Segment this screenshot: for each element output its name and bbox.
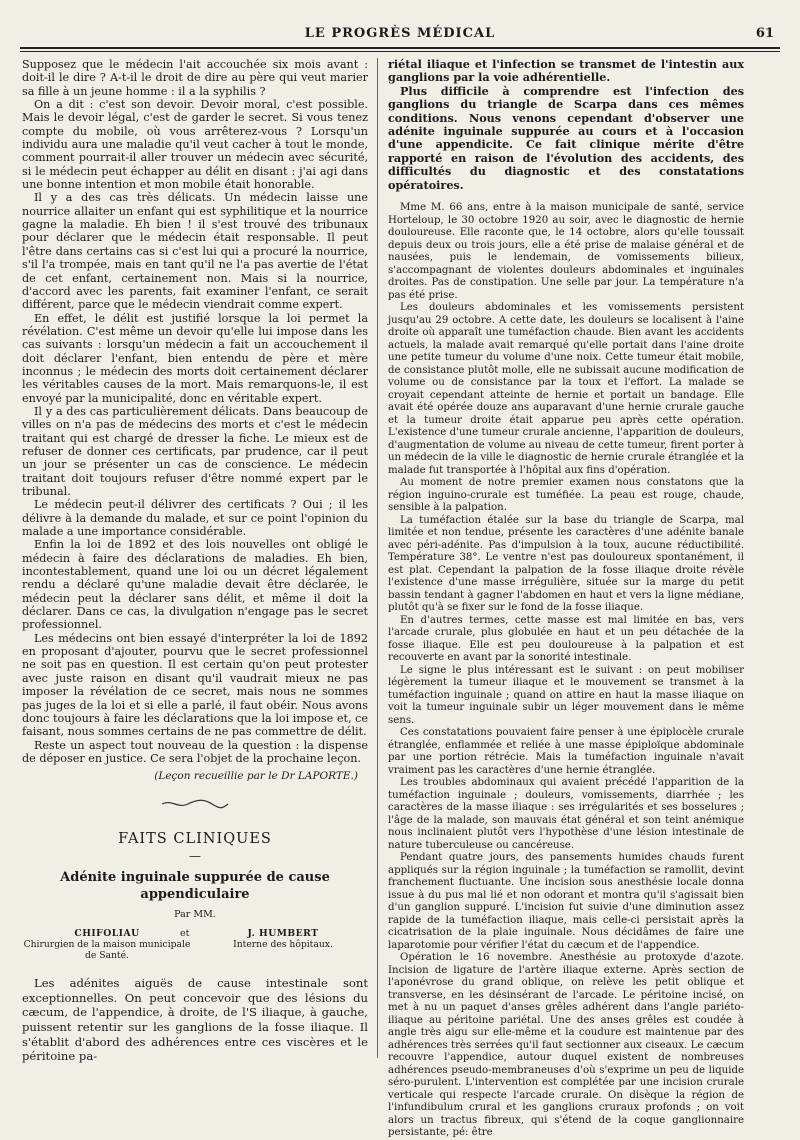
article-intro: Les adénites aiguës de cause intestinale sont exceptionnelles. On peut concevoir que des lésions du cæcum, de l'appendice, à droite, de l'S iliaque, à gauche, puissent retentir sur les ganglions de la fosse iliaque. Il s'établit d'abord des adhérences entre ces viscères et le péritoine pa- (22, 976, 368, 1064)
paragraph: Enfin la loi de 1892 et des lois nouvelles ont obligé le médecin à faire des déclarations de maladies. Eh bien, incontestablement, quand une loi ou un décret légalement rendu a déclaré qu'une maladie devait être déclarée, le médecin peut la déclarer sans délit, et même il doit la déclarer. Dans ce cas, la divulgation n'engage pas le secret professionnel. (22, 538, 368, 632)
case-paragraph: Pendant quatre jours, des pansements humides chauds furent appliqués sur la région inguinale ; la tuméfaction se ramollit, devint franchement fluctuante. Une incision sous anesthésie locale donna issue à du pus mal lié et non odorant et montra qu'il s'agissait bien d'un ganglion suppuré. L'incision fut suivie d'une diminution assez rapide de la tuméfaction iliaque, mais celle-ci persistait après la cicatrisation de la plaie inguinale. Nous décidâmes de faire une laparotomie pour vérifier l'état du cæcum et de l'appendice. (388, 852, 744, 951)
authors (22, 928, 368, 966)
header-rule-thin (20, 51, 780, 52)
section-dash: — (189, 849, 201, 864)
header-rule (20, 47, 780, 49)
ornament-divider (22, 797, 368, 813)
paragraph: Il y a des cas très délicats. Un médecin laisse une nourrice allaiter un enfant qui est syphilitique et la nourrice gagne la maladie. Eh bien ! il s'est trouvé des tribunaux pour déclarer que le médecin était responsable. Il peut l'être dans certains cas si c'est lui qui a procuré la nourrice, s'il l'a trompée, mais en tant qu'il ne l'a pas avertie de l'état de cet enfant, certainement non. Mais si la nourrice, d'accord avec les parents, fait examiner l'enfant, ce serait différent, parce que le médecin viendrait comme expert. (22, 191, 368, 312)
authors-conjunction: et (180, 928, 190, 940)
case-paragraph: Le signe le plus intéressant est le suivant : on peut mobiliser légèrement la tumeur iliaque et le mouvement se transmet à la tuméfaction inguinale ; quand on attire en haut la masse iliaque on voit la tumeur inguinale subir un léger mouvement dans le même sens. (388, 664, 744, 726)
page-number: 61 (755, 26, 774, 41)
running-header (20, 26, 780, 46)
bold-paragraph: Plus difficile à comprendre est l'infection des ganglions du triangle de Scarpa dans ces mêmes conditions. Nous venons cependant d'observer une adénite inguinale suppurée au cours et à l'occasion d'une appendicite. Ce fait clinique mérite d'être rapporté en raison de l'évolution des accidents, des difficultés du diagnostic et des constatations opératoires. (388, 83, 744, 192)
author-humbert (198, 928, 368, 950)
case-paragraph: Les troubles abdominaux qui avaient précédé l'apparition de la tuméfaction inguinale ; douleurs, vomissements, diarrhée ; les caractères de la masse iliaque : ses irrégularités et ses bosselures ; l'âge de la malade, son mauvais état général et son teint anémique nous inclinaient plutôt vers l'hypothèse d'une lésion intestinale de nature tuberculeuse ou cancéreuse. (388, 777, 744, 851)
section-title: FAITS CLINIQUES (118, 831, 272, 848)
paragraph: Il y a des cas particulièrement délicats. Dans beaucoup de villes on n'a pas de médecins des morts et c'est le médecin traitant qui est chargé de dresser la fiche. Le mieux est de refuser de donner ces certificats, par prudence, car il peut un jour se présenter un cas de conscience. Le médecin traitant doit toujours refuser d'être nommé expert par le tribunal. (22, 404, 368, 498)
author-role: Interne des hôpitaux. (233, 939, 333, 951)
case-paragraph: Les douleurs abdominales et les vomissements persistent jusqu'au 29 octobre. A cette date, les douleurs se localisent à l'aine droite où apparaît une tuméfaction chaude. Bien avant les accidents actuels, la malade avait remarqué qu'elle portait dans l'aine droite une petite tumeur du volume d'une noix. Cette tumeur était mobile, de consistance plutôt molle, elle ne subissait aucune modification de volume ou de consistance par la toux et l'effort. La malade se croyait cependant atteinte de hernie et portait un bandage. Elle avait été opérée douze ans auparavant d'une hernie crurale gauche et la tumeur droite était apparue peu après cette opération. L'existence d'une tumeur crurale ancienne, l'apparition de douleurs, d'augmentation de volume au niveau de cette tumeur, firent porter à un médecin de la ville le diagnostic de hernie crurale étranglée et la malade fut transportée à l'hôpital aux fins d'opération. (388, 302, 744, 476)
case-paragraph: Opération le 16 novembre. Anesthésie au protoxyde d'azote. Incision de ligature de l'artère iliaque externe. Après section de l'aponévrose du grand oblique, on relève les petit oblique et transverse, en les désinsérant de l'arcade. Le péritoine incisé, on met à nu un paquet d'anses grêles adhérent dans l'angle pariéto-iliaque au péritoine pariétal. Une des anses grêles est coudée à angle très aigu sur elle-même et la coudure est maintenue par des adhérences très serrées qu'il faut sectionner aux ciseaux. Le cæcum recouvre l'appendice, autour duquel existent de nombreuses adhérences pseudo-membraneuses d'où s'exprime un peu de liquide séro-purulent. L'intervention est complétée par une incision crurale verticale qui respecte l'arcade crurale. On disèque la région de l'infundibulum crural et les ganglions cruraux profonds ; on voit alors un tractus fibreux, qui s'étend de la coque ganglionnaire persistante, pé: être (388, 952, 744, 1139)
left-column (22, 58, 368, 1064)
case-paragraph: En d'autres termes, cette masse est mal limitée en bas, vers l'arcade crurale, plus globulée en haut et un peu détachée de la fosse iliaque. Elle est peu douloureuse à la palpation et est recouverte en avant par la sonorité intestinale. (388, 614, 744, 664)
author-role: Chirurgien de la maison municipale de Santé. (23, 939, 191, 962)
paragraph: Reste un aspect tout nouveau de la question : la dispense de déposer en justice. Ce sera l'objet de la prochaine leçon. (22, 738, 368, 765)
paragraph: Supposez que le médecin l'ait accouchée six mois avant : doit-il le dire ? A-t-il le droit de dire au père qui veut marier sa fille à un jeune homme : il a la syphilis ? (22, 58, 368, 98)
spacer (388, 192, 744, 202)
case-paragraph: Mme M. 66 ans, entre à la maison municipale de santé, service Horteloup, le 30 octobre 1920 au soir, avec le diagnostic de hernie douloureuse. Elle raconte que, le 14 octobre, alors qu'elle toussait depuis deux ou trois jours, elle a été prise de malaise général et de nausées, puis le lendemain, de vomissements bilieux, s'accompagnant de violentes douleurs abdominales et inguinales droites. Pas de constipation. Une selle par jour. La température n'a pas été prise. (388, 202, 744, 301)
article-title: Adénite inguinale suppurée de cause appendiculaire (60, 870, 330, 903)
paragraph: Les médecins ont bien essayé d'interpréter la loi de 1892 en proposant d'ajouter, pourvu que le secret professionnel ne soit pas en question. Il est certain qu'on peut protester avec juste raison en disant qu'il vaudrait mieux ne pas imposer la révélation de ce secret, mais nous ne sommes pas juges de la loi et si elle a parlé, il faut obéir. Nous avons donc toujours à faire les déclarations que la loi impose et, ce faisant, nous sommes certains de ne pas commettre de délit. (22, 631, 368, 739)
journal-title: LE PROGRÈS MÉDICAL (304, 26, 496, 41)
case-paragraph: Ces constatations pouvaient faire penser à une épiplocèle crurale étranglée, enflammée et reliée à une masse épiploïque abdominale par une portion rétrécie. Mais la tuméfaction inguinale n'avait vraiment pas les caractères d'une hernie étranglée. (388, 727, 744, 776)
flourish-icon (160, 799, 230, 809)
case-paragraph: La tuméfaction étalée sur la base du triangle de Scarpa, mal limitée et non tendue, présente les caractères d'une adénite banale avec péri-adénite. Pas d'impulsion à la toux, aucune réductibilité. Température 38°. Le ventre n'est pas douloureux spontanément, il est plat. Cependant la palpation de la fosse iliaque droite révèle l'existence d'une masse irrégulière, située sur la marge du petit bassin tendant à gagner l'abdomen en haut et vers la ligne médiane, plutôt qu'à se fixer sur le fond de la fosse iliaque. (388, 514, 744, 614)
lecture-credit: (Leçon recueillie par le Dr LAPORTE.) (154, 770, 358, 783)
case-paragraph: Au moment de notre premier examen nous constatons que la région inguino-crurale est tuméfiée. La peau est rouge, chaude, sensible à la palpation. (388, 477, 744, 514)
paragraph: On a dit : c'est son devoir. Devoir moral, c'est possible. Mais le devoir légal, c'est de garder le secret. Si vous tenez compte du mobile, où vous arrêterez-vous ? Lorsqu'un individu aura une maladie qu'il veut cacher à tout le monde, comment pourrait-il aller trouver un médecin avec sécurité, si le médecin peut échapper au délit en disant : j'ai agi dans une bonne intention et mon mobile était honorable. (22, 98, 368, 192)
paragraph: En effet, le délit est justifié lorsque la loi permet la révélation. C'est même un devoir qu'elle lui impose dans les cas suivants : lorsqu'un médecin a fait un accouchement il doit déclarer l'enfant, bien entendu de père et mère inconnus ; le médecin des morts doit certainement déclarer les véritables causes de la mort. Mais remarquons-le, il est envoyé par la municipalité, donc en véritable expert. (22, 311, 368, 405)
column-divider (377, 58, 378, 1058)
author-name: CHIFOLIAU (74, 928, 140, 940)
author-name: J. HUMBERT (247, 928, 319, 940)
bold-paragraph: riétal iliaque et l'infection se transmet de l'intestin aux ganglions par la voie adhérentielle. (388, 57, 744, 85)
author-chifoliau (22, 928, 192, 961)
right-column (388, 57, 744, 1139)
byline-par-mm: Par MM. (174, 909, 216, 921)
paragraph: Le médecin peut-il délivrer des certificats ? Oui ; il les délivre à la demande du malade, et sur ce point l'opinion du malade a une importance considérable. (22, 498, 368, 539)
